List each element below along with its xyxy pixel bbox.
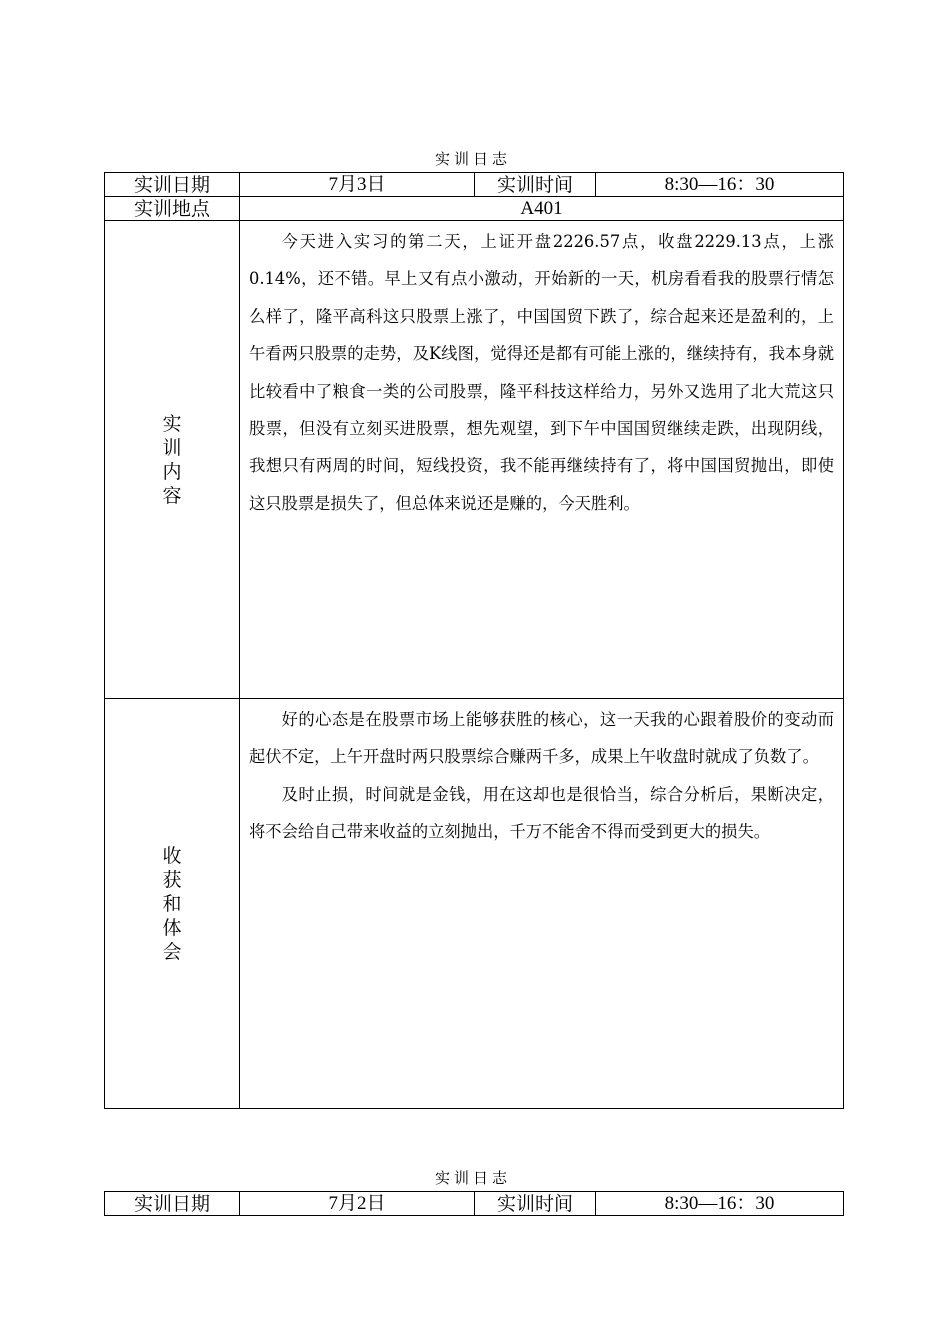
log-title: 实训日志 bbox=[434, 150, 511, 168]
log-table bbox=[104, 1191, 844, 1216]
header-row bbox=[105, 173, 844, 197]
log-table bbox=[104, 172, 844, 1109]
reflection-row bbox=[105, 699, 844, 1109]
reflection-label-char: 体 bbox=[162, 916, 182, 939]
reflection-paragraph: 及时止损，时间就是金钱，用在这却也是很恰当，综合分析后，果断决定，将不会给自己带来收益的立刻抛出，千万不能舍不得而受到更大的损失。 bbox=[249, 784, 834, 842]
reflection-label-char: 和 bbox=[162, 892, 182, 915]
location-label: 实训地点 bbox=[105, 197, 240, 221]
reflection-label bbox=[105, 699, 240, 1109]
content-paragraph: 今天进入实习的第二天，上证开盘2226.57点，收盘2229.13点，上涨0.14%，还不错。早上又有点小激动，开始新的一天，机房看看我的股票行情怎么样了，隆平高科这只股票上涨了，中国国贸下跌了，综合起来还是盈利的，上午看两只股票的走势，及K线图，觉得还是都有可能上涨的，继续持有，我本身就比较看中了粮食一类的公司股票，隆平科技这样给力，另外又选用了北大荒这只股票，但没有立刻买进股票，想先观望，到下午中国国贸继续走跌，出现阴线，我想只有两周的时间，短线投资，我不能再继续持有了，将中国国贸抛出，即使这只股票是损失了，但总体来说还是赚的，今天胜利。 bbox=[249, 232, 834, 513]
content-label bbox=[105, 221, 240, 699]
header-row bbox=[105, 1192, 844, 1216]
content-row bbox=[105, 221, 844, 699]
reflection-paragraph: 好的心态是在股票市场上能够获胜的核心，这一天我的心跟着股价的变动而起伏不定，上午开盘时两只股票综合赚两千多，成果上午收盘时就成了负数了。 bbox=[249, 710, 834, 767]
content-label-char: 训 bbox=[162, 436, 182, 459]
date-label: 实训日期 bbox=[105, 1192, 240, 1216]
log-title: 实训日志 bbox=[434, 1169, 511, 1187]
content-label-char: 实 bbox=[162, 412, 182, 435]
time-label: 实训时间 bbox=[475, 173, 596, 197]
content-body bbox=[240, 221, 844, 699]
date-value: 7月2日 bbox=[240, 1192, 475, 1216]
time-value: 8:30—16：30 bbox=[596, 173, 844, 197]
reflection-label-char: 获 bbox=[162, 868, 182, 891]
time-value: 8:30—16：30 bbox=[596, 1192, 844, 1216]
location-row bbox=[105, 197, 844, 221]
time-label: 实训时间 bbox=[475, 1192, 596, 1216]
date-label: 实训日期 bbox=[105, 173, 240, 197]
location-value: A401 bbox=[240, 197, 844, 221]
reflection-label-char: 收 bbox=[162, 844, 182, 867]
content-label-char: 容 bbox=[162, 484, 182, 507]
reflection-label-char: 会 bbox=[162, 940, 182, 963]
content-label-char: 内 bbox=[162, 460, 182, 483]
date-value: 7月3日 bbox=[240, 173, 475, 197]
reflection-body bbox=[240, 699, 844, 1109]
